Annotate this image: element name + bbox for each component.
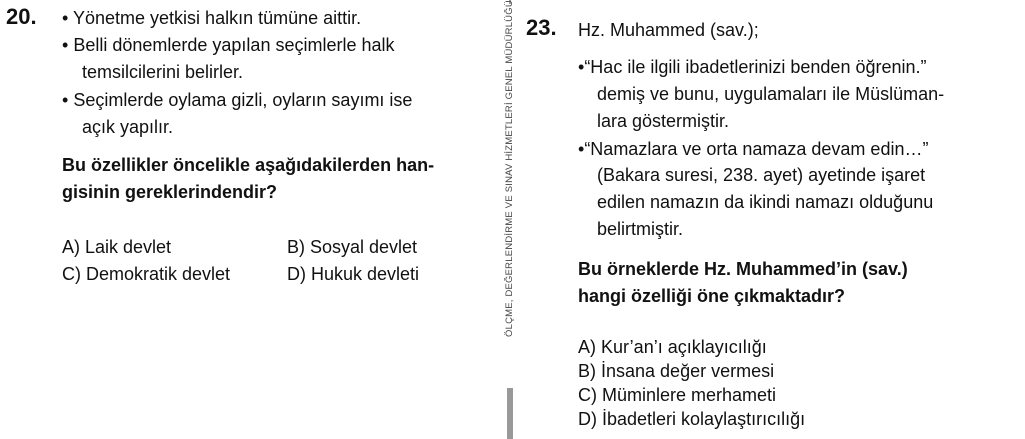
bullet-text: “Hac ile ilgili ibadetlerinizi benden öğrenin.” [584, 57, 927, 77]
bullet-text: Seçimlerde oylama gizli, oyların sayımı ise [73, 90, 413, 110]
question-stem: Bu örneklerde Hz. Muhammed’in (sav.) [578, 259, 908, 279]
bullet-text: “Namazlara ve orta namaza devam edin…” [584, 139, 929, 159]
divider-bar [507, 388, 513, 439]
choice-b[interactable]: B) Sosyal devlet [287, 237, 418, 257]
question-number: 20. [6, 4, 37, 29]
bullet-icon: • [62, 8, 69, 28]
choice-a[interactable]: A) Kur’an’ı açıklayıcılığı [578, 337, 767, 357]
bullet-text-cont: lara göstermiştir. [597, 111, 730, 131]
bullet-item-1 [578, 54, 927, 80]
choice-d[interactable]: D) Hukuk devleti [287, 264, 420, 284]
bullet-item-1 [62, 5, 361, 31]
question-stem-cont: hangi özelliği öne çıkmaktadır? [578, 286, 846, 306]
bullet-icon: • [578, 57, 585, 77]
question-number: 23. [526, 15, 557, 40]
choice-a[interactable]: A) Laik devlet [62, 237, 172, 257]
choice-c[interactable]: C) Demokratik devlet [62, 264, 231, 284]
question-intro: Hz. Muhammed (sav.); [578, 20, 759, 40]
divider-label: ÖLÇME, DEĞERLENDİRME VE SINAV HİZMETLERİ GENEL MÜDÜRLÜĞÜ [504, 0, 515, 337]
bullet-item-2 [578, 136, 928, 162]
bullet-icon: • [62, 35, 69, 55]
bullet-text-cont: edilen namazın da ikindi namazı olduğunu [597, 192, 934, 212]
bullet-icon: • [62, 90, 69, 110]
bullet-text-cont: belirtmiştir. [597, 219, 684, 239]
bullet-text-cont: demiş ve bunu, uygulamaları ile Müslüman- [597, 84, 945, 104]
choice-c[interactable]: C) Müminlere merhameti [578, 385, 777, 405]
question-stem: Bu özellikler öncelikle aşağıdakilerden han- [62, 155, 435, 175]
bullet-text-cont: açık yapılır. [82, 117, 174, 137]
bullet-text-cont: (Bakara suresi, 238. ayet) ayetinde işaret [597, 165, 926, 185]
bullet-text: Yönetme yetkisi halkın tümüne aittir. [73, 8, 362, 28]
choice-b[interactable]: B) İnsana değer vermesi [578, 361, 775, 381]
bullet-text-cont: temsilcilerini belirler. [82, 62, 244, 82]
question-stem-cont: gisinin gereklerindendir? [62, 182, 278, 202]
bullet-text: Belli dönemlerde yapılan seçimlerle halk [73, 35, 395, 55]
choice-d[interactable]: D) İbadetleri kolaylaştırıcılığı [578, 409, 806, 429]
bullet-item-2 [62, 32, 395, 58]
bullet-item-3 [62, 87, 412, 113]
bullet-icon: • [578, 139, 585, 159]
